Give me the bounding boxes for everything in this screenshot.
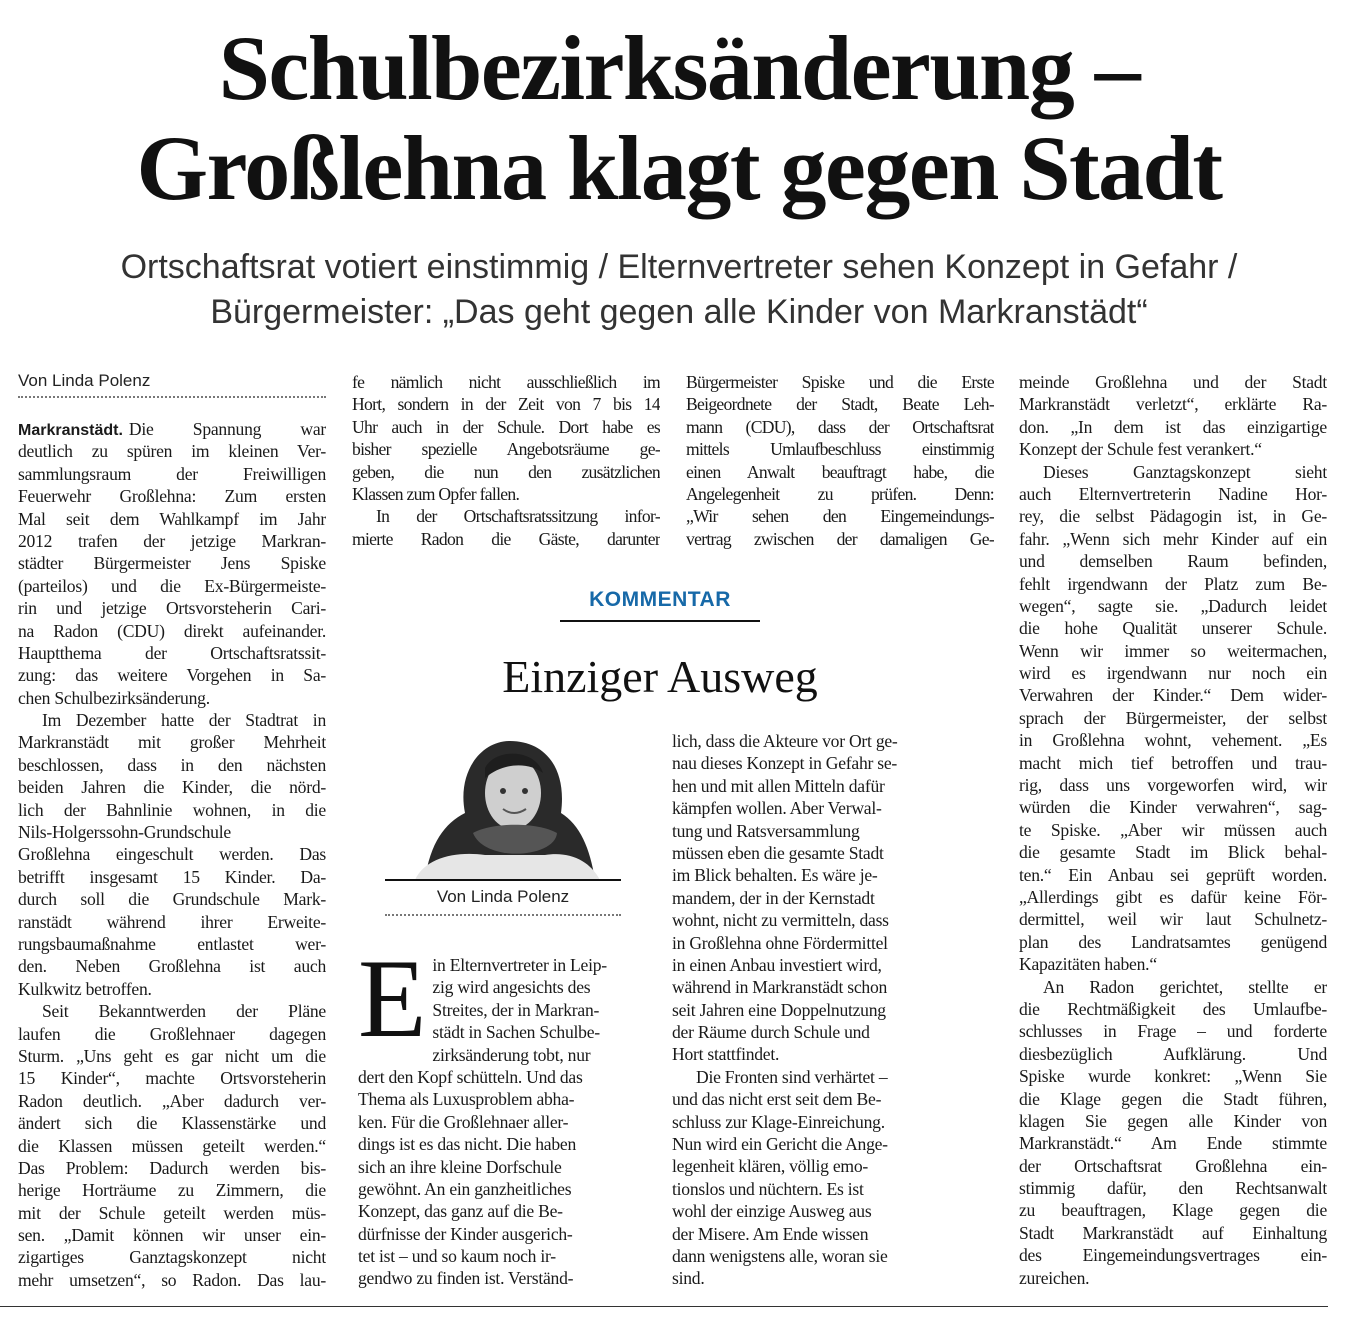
photo-rule (385, 879, 621, 881)
text-line: ken. Für die Großlehnaer aller- (358, 1111, 569, 1132)
headline-line-1: Schulbezirksänderung – (218, 17, 1140, 119)
text-line: vertrag zwischen der damaligen Ge- (686, 528, 994, 549)
text-line: mittels Umlaufbeschluss einstimmig (686, 439, 994, 460)
text-line: wohnt, nicht zu vermitteln, dass (672, 910, 889, 931)
text-line: der Misere. Am Ende wissen (672, 1223, 869, 1244)
text-line: gendwo zu finden ist. Verständ- (358, 1268, 574, 1289)
text-line: Kulkwitz betroffen. (18, 978, 152, 999)
text-line: mit der Schule geteilt werden müs- (18, 1202, 326, 1223)
text-line: zureichen. (1019, 1267, 1090, 1288)
text-line: zu beauftragen, Klage gegen die (1019, 1200, 1327, 1221)
article-byline: Von Linda Polenz (18, 370, 326, 398)
text-line: meinde Großlehna und der Stadt (1019, 372, 1327, 392)
kommentar-rule (560, 620, 760, 622)
text-line: stimmig dafür, den Rechtsanwalt (1019, 1178, 1327, 1199)
text-line: den. Neben Großlehna ist auch (18, 956, 326, 977)
text-line: wohl der einzige Ausweg aus (672, 1201, 872, 1222)
text-line: na Radon (CDU) direkt aufeinander. (18, 620, 326, 641)
text-line: in einen Anbau investiert wird, (672, 954, 882, 975)
paragraph (352, 371, 660, 505)
text-line: Nun wird ein Gericht die Ange- (672, 1134, 888, 1155)
text-line: die gesamte Stadt im Blick behal- (1019, 842, 1327, 863)
headline-line-2: Großlehna klagt gegen Stadt (136, 117, 1222, 219)
text-line: Die Fronten sind verhärtet – (696, 1066, 888, 1087)
paragraph (18, 709, 326, 1000)
article-column-1 (18, 370, 326, 1291)
text-line: Verwahren der Kinder.“ Dem wider- (1019, 685, 1327, 706)
text-line: chen Schulbezirksänderung. (18, 687, 210, 708)
text-line: rig, dass uns vorgeworfen wird, wir (1019, 775, 1327, 796)
paragraph (1019, 461, 1327, 976)
paragraph (686, 371, 994, 550)
text-line: lich, dass die Akteure vor Ort ge- (672, 731, 898, 751)
text-line: Im Dezember hatte der Stadtrat in (42, 710, 326, 731)
text-line: legenheit klären, völlig emo- (672, 1156, 868, 1177)
text-line: 15 Kinder“, machte Ortsvorsteherin (18, 1068, 326, 1089)
text-line: schlusses in Frage – und forderte (1019, 1021, 1327, 1042)
text-line: klagen Sie gegen alle Kinder von (1019, 1110, 1327, 1131)
text-line: in Großlehna ohne Fördermittel (672, 932, 888, 953)
text-line: te Spiske. „Aber wir müssen auch (1019, 819, 1327, 840)
text-line: Dieses Ganztagskonzept sieht (1043, 461, 1327, 482)
paragraph (1019, 976, 1327, 1289)
text-line: der Ortschaftsrat Großlehna ein- (1019, 1155, 1327, 1176)
text-line: rin und jetzige Ortsvorsteherin Cari- (18, 598, 326, 619)
kommentar-column-1 (358, 937, 643, 1290)
paragraph (1019, 371, 1327, 461)
text-line: die Klassen müssen geteilt werden.“ (18, 1135, 326, 1156)
text-line: betrifft insgesamt 15 Kinder. Da- (18, 866, 326, 887)
text-line: städter Bürgermeister Jens Spiske (18, 553, 326, 574)
text-line: während in Markranstädt schon (672, 977, 888, 998)
text-line: zig wird angesichts des (432, 977, 591, 998)
author-photo (385, 733, 621, 880)
text-line: wegen“, sagte sie. „Dadurch leidet (1019, 595, 1327, 616)
text-line: in Großlehna wohnt, vehement. „Es (1019, 730, 1327, 751)
article-column-3 (686, 371, 994, 550)
text-line: ändert sich die Klassenstärke und (18, 1113, 326, 1134)
text-line: 2012 trafen der jetzige Markran- (18, 530, 326, 551)
text-line: diesbezüglich Aufklärung. Und (1019, 1043, 1327, 1064)
dateline: Markranstädt. (18, 422, 123, 439)
text-line: dert den Kopf schütteln. Und das (358, 1066, 583, 1087)
text-line: die Klage gegen die Stadt führen, (1019, 1088, 1327, 1109)
text-line: Hauptthema der Ortschaftsratssit- (18, 642, 326, 663)
bottom-rule (0, 1306, 1328, 1307)
paragraph (672, 1066, 957, 1290)
text-line: fehlt irgendwann der Platz zum Be- (1019, 573, 1327, 594)
text-line: Uhr auch in der Schule. Dort habe es (352, 416, 660, 437)
text-line: deutlich zu spüren im kleinen Ver- (18, 441, 326, 462)
text-line: Hort stattfindet. (672, 1044, 780, 1065)
text-line: Großlehna eingeschult werden. Das (18, 844, 326, 865)
text-line: würden die Kinder verwahren“, sag- (1019, 797, 1327, 818)
text-line: sprach der Bürgermeister, der selbst (1019, 707, 1327, 728)
paragraph (352, 505, 660, 550)
text-line: sich an ihre kleine Dorfschule (358, 1156, 562, 1177)
text-line: herige Horträume zu Zimmern, die (18, 1180, 326, 1201)
text-line: die hohe Qualität unserer Schule. (1019, 618, 1327, 639)
text-line: des Eingemeindungsvertrages ein- (1019, 1245, 1327, 1266)
text-line: fe nämlich nicht ausschließlich im (352, 372, 660, 392)
text-line: kämpfen wollen. Aber Verwal- (672, 798, 882, 819)
text-line: Markranstädt verletzt“, erklärte Ra- (1019, 394, 1327, 415)
text-line: in Elternvertreter in Leip- (432, 955, 607, 975)
text-line: rungsbaumaßnahme entlastet wer- (18, 933, 326, 954)
text-line: Konzept, das ganz auf die Be- (358, 1201, 563, 1222)
text-line: tung und Ratsversammlung (672, 820, 860, 841)
text-line: Angelegenheit zu prüfen. Denn: (686, 483, 994, 504)
text-line: tionslos und nüchtern. Es ist (672, 1178, 864, 1199)
text-line: mann (CDU), dass der Ortschaftsrat (686, 416, 994, 437)
text-line: mehr umsetzen“, so Radon. Das lau- (18, 1269, 326, 1290)
text-line: Sturm. „Uns geht es gar nicht um die (18, 1045, 326, 1066)
text-line: Wenn wir immer so weitermachen, (1019, 640, 1327, 661)
text-line: müssen eben die gesamte Stadt (672, 842, 884, 863)
text-line: macht mich tief betroffen und trau- (1019, 752, 1327, 773)
text-line: ten.“ Ein Anbau sei geprüft worden. (1019, 864, 1327, 885)
text-line: der Räume durch Schule und (672, 1022, 870, 1043)
text-line: dings ist es das nicht. Die haben (358, 1134, 576, 1155)
text-line: schluss zur Klage-Einreichung. (672, 1111, 885, 1132)
text-line: gewöhnt. An ein ganzheitliches (358, 1178, 572, 1199)
article-column-4 (1019, 371, 1327, 1289)
text-line: mierte Radon die Gäste, darunter (352, 528, 660, 549)
text-line: sen. „Damit können wir unser ein- (18, 1225, 326, 1246)
kommentar-byline: Von Linda Polenz (385, 886, 621, 916)
text-line: geben, die nun den zusätzlichen (352, 461, 660, 482)
kommentar-column-2 (672, 730, 957, 1290)
text-line: Spiske wurde konkret: „Wenn Sie (1019, 1066, 1327, 1087)
text-line: „Allerdings gibt es dafür keine För- (1019, 886, 1327, 907)
text-line: dann wenigstens alle, woran sie (672, 1245, 888, 1266)
text-line: die Rechtmäßigkeit des Umlaufbe- (1019, 998, 1327, 1019)
text-line: Stadt Markranstädt auf Einhaltung (1019, 1222, 1327, 1243)
text-line: einen Anwalt beauftragt habe, die (686, 461, 994, 482)
text-line: auch Elternvertreterin Nadine Hor- (1019, 483, 1327, 504)
text-line: und demselben Raum befinden, (1019, 551, 1327, 572)
text-line: tet ist – und so kaum noch ir- (358, 1246, 556, 1267)
paragraph (672, 730, 957, 1066)
article-column-2 (352, 371, 660, 550)
text-line: laufen die Großlehnaer dagegen (18, 1023, 326, 1044)
text-line (18, 418, 326, 440)
text-line: Hort, sondern in der Zeit von 7 bis 14 (352, 394, 660, 415)
text-line: Seit Bekanntwerden der Pläne (42, 1001, 326, 1022)
text-line: im Blick behalten. Es wäre je- (672, 865, 878, 886)
text-line: Thema als Luxusproblem abha- (358, 1089, 575, 1110)
text-line: mandem, der in der Kernstadt (672, 887, 875, 908)
subheadline-line-1: Ortschaftsrat votiert einstimmig / Elternvertreter sehen Konzept in Gefahr / (120, 248, 1238, 286)
text-line: lich der Bahnlinie wohnen, in die (18, 799, 326, 820)
text-line: plan des Landratsamtes genügend (1019, 931, 1327, 952)
text-line: durch soll die Grundschule Mark- (18, 889, 326, 910)
text-line: bisher spezielle Angebotsräume ge- (352, 439, 660, 460)
kommentar-title: Einziger Ausweg (502, 651, 818, 702)
text-line: fahr. „Wenn sich mehr Kinder auf ein (1019, 528, 1327, 549)
text-line: beiden Jahren die Kinder, die nörd- (18, 777, 326, 798)
text-line: dürfnisse der Kinder ausgerich- (358, 1223, 573, 1244)
text-line: Beigeordnete der Stadt, Beate Leh- (686, 394, 994, 415)
text-line: Radon deutlich. „Aber dadurch ver- (18, 1090, 326, 1111)
text-line: städt in Sachen Schulbe- (432, 1022, 600, 1043)
text-line: Das Problem: Dadurch werden bis- (18, 1157, 326, 1178)
text-line: zirksänderung tobt, nur (432, 1044, 591, 1065)
text-line: (parteilos) und die Ex-Bürgermeiste- (18, 575, 326, 596)
text-line: rey, die selbst Pädagogin ist, in Ge- (1019, 506, 1327, 527)
text-line: Konzept der Schule fest verankert.“ (1019, 439, 1262, 460)
subheadline-line-2: Bürgermeister: „Das geht gegen alle Kinder von Markranstädt“ (210, 293, 1148, 331)
text-line: Kapazitäten haben.“ (1019, 954, 1157, 975)
text-line: hen und mit allen Mitteln dafür (672, 775, 885, 796)
text-line: beschlossen, dass in den nächsten (18, 754, 326, 775)
text-line: wird es irgendwann nur noch ein (1019, 663, 1327, 684)
text-line: „Wir sehen den Eingemeindungs- (686, 506, 994, 527)
text-line: Klassen zum Opfer fallen. (352, 483, 520, 504)
text-line: An Radon gerichtet, stellte er (1043, 976, 1327, 997)
text-line: seit Jahren eine Doppelnutzung (672, 999, 886, 1020)
text-line: In der Ortschaftsratssitzung infor- (376, 506, 660, 527)
text-line: ranstädt während ihrer Erweite- (18, 911, 326, 932)
kommentar-label: KOMMENTAR (589, 588, 731, 611)
text-line-content: Die Spannung war (128, 419, 326, 439)
text-line: sammlungsraum der Freiwilligen (18, 463, 326, 484)
text-line: Nils-Holgerssohn-Grundschule (18, 822, 231, 843)
text-line: Markranstädt mit großer Mehrheit (18, 732, 326, 753)
text-line: dermittel, weil wir laut Schulnetz- (1019, 909, 1327, 930)
paragraph (18, 418, 326, 709)
text-line: zigartiges Ganztagskonzept nicht (18, 1247, 326, 1268)
text-line: sind. (672, 1268, 705, 1289)
text-line: zung: das weitere Vorgehen in Sa- (18, 665, 326, 686)
text-line: Feuerwehr Großlehna: Zum ersten (18, 486, 326, 507)
text-line: don. „In dem ist das einzigartige (1019, 416, 1327, 437)
text-line: Bürgermeister Spiske und die Erste (686, 372, 994, 392)
text-line: Mal seit dem Wahlkampf im Jahr (18, 508, 326, 529)
text-line: und das nicht erst seit dem Be- (672, 1089, 882, 1110)
paragraph (18, 1000, 326, 1291)
text-line: Markranstädt.“ Am Ende stimmte (1019, 1133, 1327, 1154)
text-line: nau dieses Konzept in Gefahr se- (672, 753, 898, 774)
drop-cap: E (358, 937, 427, 1061)
text-line: Streites, der in Markran- (432, 999, 600, 1020)
